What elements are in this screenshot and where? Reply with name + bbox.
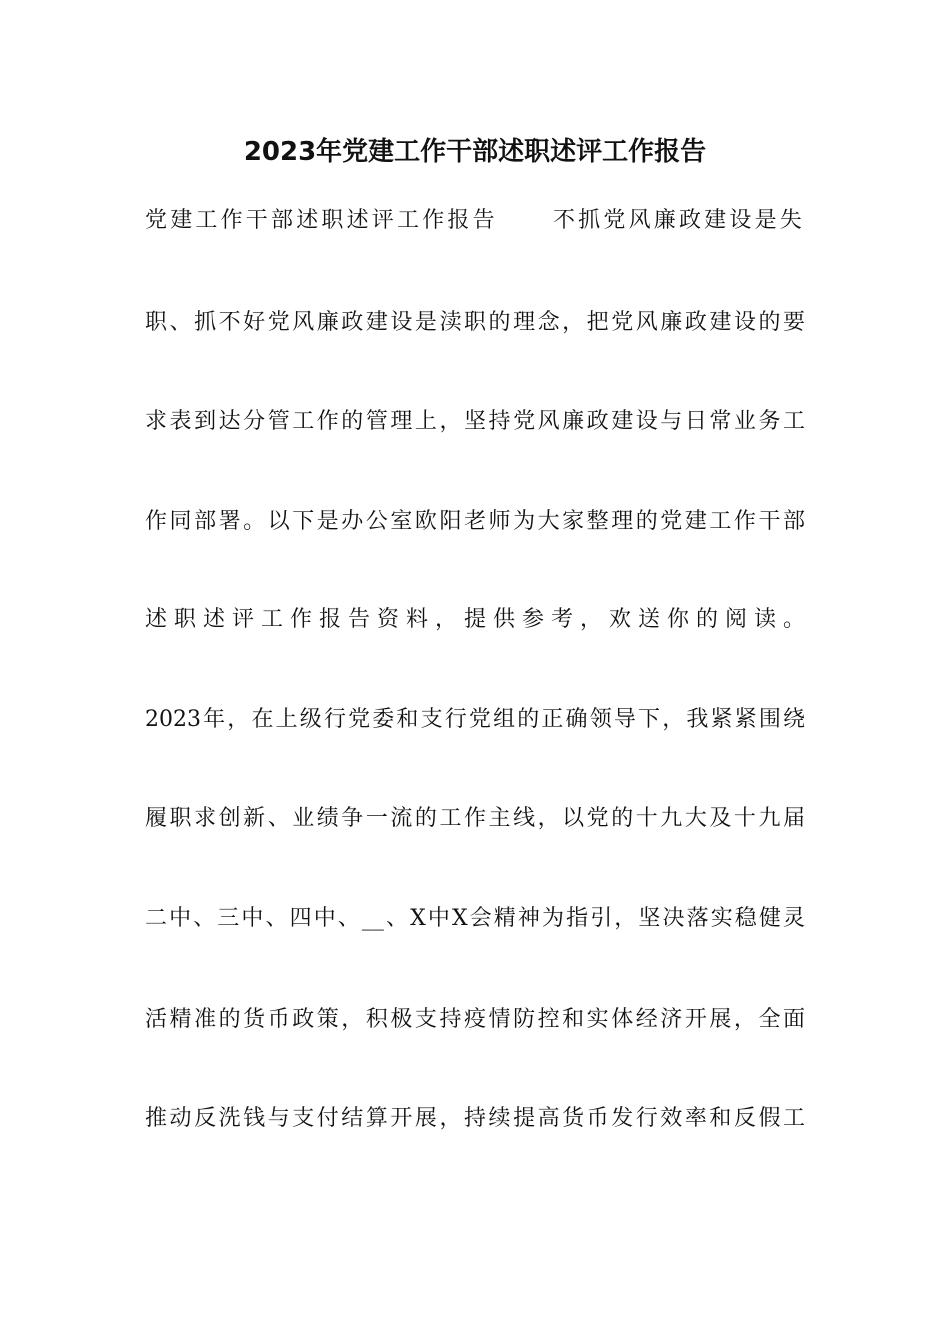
body-line-5: 述职述评工作报告资料，提供参考，欢送你的阅读。 (145, 607, 805, 632)
body-line-6: 2023年，在上级行党委和支行党组的正确领导下，我紧紧围绕 (145, 707, 805, 732)
body-line-9: 活精准的货币政策，积极支持疫情防控和实体经济开展，全面 (145, 1007, 805, 1032)
body-line-4: 作同部署。以下是办公室欧阳老师为大家整理的党建工作干部 (145, 509, 805, 534)
body-line-1 (145, 201, 805, 241)
document-title: 2023年党建工作干部述职述评工作报告 (243, 137, 707, 167)
body-line-2: 职、抓不好党风廉政建设是渎职的理念，把党风廉政建设的要 (145, 310, 805, 335)
body-line-1-text: 不抓党风廉政建设是失 (552, 208, 805, 233)
body-line-3: 求表到达分管工作的管理上，坚持党风廉政建设与日常业务工 (145, 409, 805, 434)
body-line-1-heading: 党建工作干部述职述评工作报告 (145, 208, 498, 233)
body-line-10: 推动反洗钱与支付结算开展，持续提高货币发行效率和反假工 (145, 1106, 805, 1131)
body-line-8: 二中、三中、四中、__、X中X会精神为指引，坚决落实稳健灵 (145, 906, 805, 931)
body-line-7: 履职求创新、业绩争一流的工作主线，以党的十九大及十九届 (145, 806, 805, 831)
